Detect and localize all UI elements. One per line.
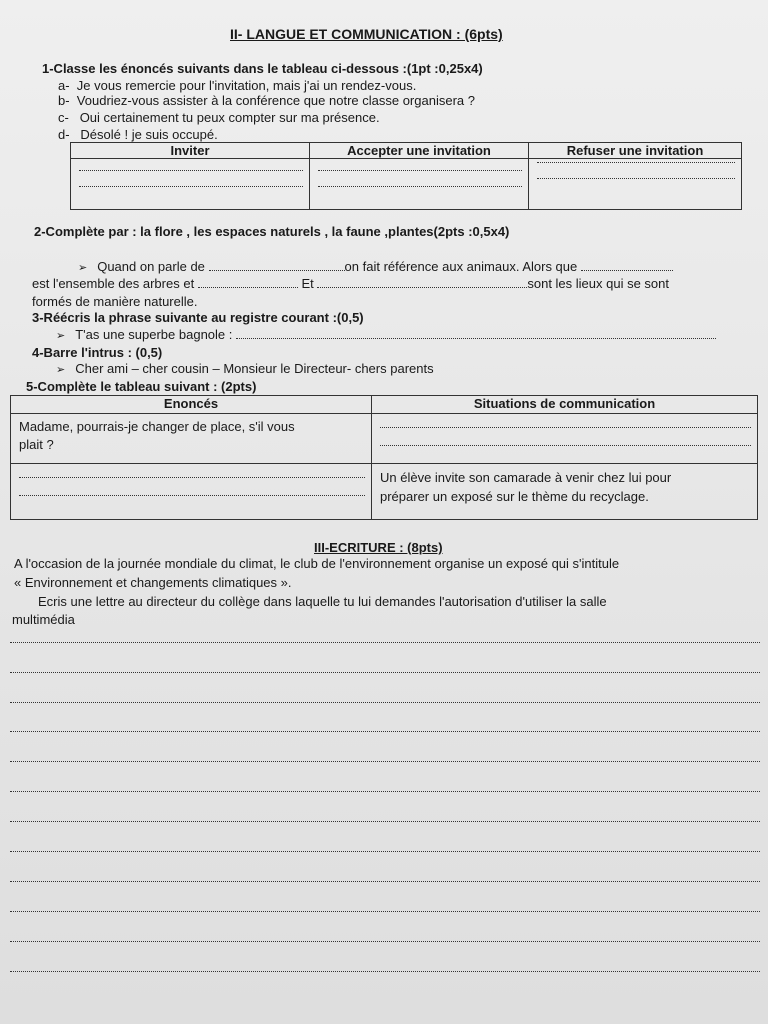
writing-line[interactable] (10, 671, 760, 673)
writing-line[interactable] (10, 850, 760, 852)
ecriture-task-line2: multimédia (12, 612, 75, 627)
q5-header-enonces: Enoncés (11, 396, 372, 414)
q2-blank-4[interactable] (317, 286, 527, 288)
q4-title: 4-Barre l'intrus : (0,5) (32, 345, 163, 360)
q2-line2: est l'ensemble des arbres et Et sont les lieux qui se sont (32, 276, 669, 291)
writing-line[interactable] (10, 730, 760, 732)
writing-line[interactable] (10, 820, 760, 822)
arrow-bullet-icon: ➢ (56, 330, 66, 342)
q3-sentence-line: ➢ T'as une superbe bagnole : (56, 327, 716, 342)
q2-line3: formés de manière naturelle. (32, 294, 198, 309)
writing-line[interactable] (10, 940, 760, 942)
q3-answer-blank[interactable] (236, 337, 716, 339)
writing-line[interactable] (10, 701, 760, 703)
ecriture-task-line1: Ecris une lettre au directeur du collège dans laquelle tu lui demandes l'autorisation d'utiliser la salle (38, 594, 607, 609)
writing-line[interactable] (10, 760, 760, 762)
q5-header-situations: Situations de communication (372, 396, 758, 414)
q1-item-d: d- Désolé ! je suis occupé. (58, 127, 218, 142)
q5-title: 5-Complète le tableau suivant : (2pts) (26, 379, 257, 394)
writing-line[interactable] (10, 641, 760, 643)
q5-table (10, 395, 758, 520)
q1-header-accepter: Accepter une invitation (310, 143, 529, 159)
arrow-bullet-icon: ➢ (78, 262, 88, 274)
ecriture-intro-line2: « Environnement et changements climatiques ». (14, 575, 292, 590)
section-title-ecriture: III-ECRITURE : (8pts) (314, 540, 443, 555)
q1-title: 1-Classe les énoncés suivants dans le tableau ci-dessous :(1pt :0,25x4) (42, 61, 483, 76)
q1-header-inviter: Inviter (71, 143, 310, 159)
writing-line[interactable] (10, 880, 760, 882)
q2-blank-3[interactable] (198, 286, 298, 288)
writing-line[interactable] (10, 910, 760, 912)
arrow-bullet-icon: ➢ (56, 364, 66, 376)
q2-title: 2-Complète par : la flore , les espaces naturels , la faune ,plantes(2pts :0,5x4) (34, 224, 510, 239)
q1-answer-cell-accepter[interactable] (310, 159, 529, 210)
q1-answer-cell-inviter[interactable] (71, 159, 310, 210)
q5-row2-answer-cell[interactable] (11, 464, 372, 520)
q2-blank-1[interactable] (209, 269, 345, 271)
q5-row1-answer-cell[interactable] (372, 414, 758, 464)
q2-line1: ➢ Quand on parle de on fait référence aux animaux. Alors que (78, 259, 673, 274)
q1-table (70, 142, 742, 210)
q2-blank-2[interactable] (581, 269, 673, 271)
q1-header-refuser: Refuser une invitation (529, 143, 742, 159)
section-title-langue: II- LANGUE ET COMMUNICATION : (6pts) (230, 26, 503, 42)
q3-title: 3-Réécris la phrase suivante au registre courant :(0,5) (32, 310, 364, 325)
writing-line[interactable] (10, 790, 760, 792)
writing-line[interactable] (10, 970, 760, 972)
q1-item-b: b- Voudriez-vous assister à la conférence que notre classe organisera ? (58, 93, 475, 108)
q1-item-c: c- Oui certainement tu peux compter sur ma présence. (58, 110, 380, 125)
q4-list-line: ➢ Cher ami – cher cousin – Monsieur le Directeur- chers parents (56, 361, 434, 376)
q1-item-a: a- Je vous remercie pour l'invitation, mais j'ai un rendez-vous. (58, 78, 417, 93)
q1-answer-cell-refuser[interactable] (529, 159, 742, 210)
ecriture-intro-line1: A l'occasion de la journée mondiale du climat, le club de l'environnement organise un exposé qui s'intitule (14, 556, 620, 571)
q5-row2-situation: Un élève invite son camarade à venir chez lui pour préparer un exposé sur le thème du recyclage. (372, 464, 758, 520)
q5-row1-enonce: Madame, pourrais-je changer de place, s'il vous plait ? (11, 414, 372, 464)
